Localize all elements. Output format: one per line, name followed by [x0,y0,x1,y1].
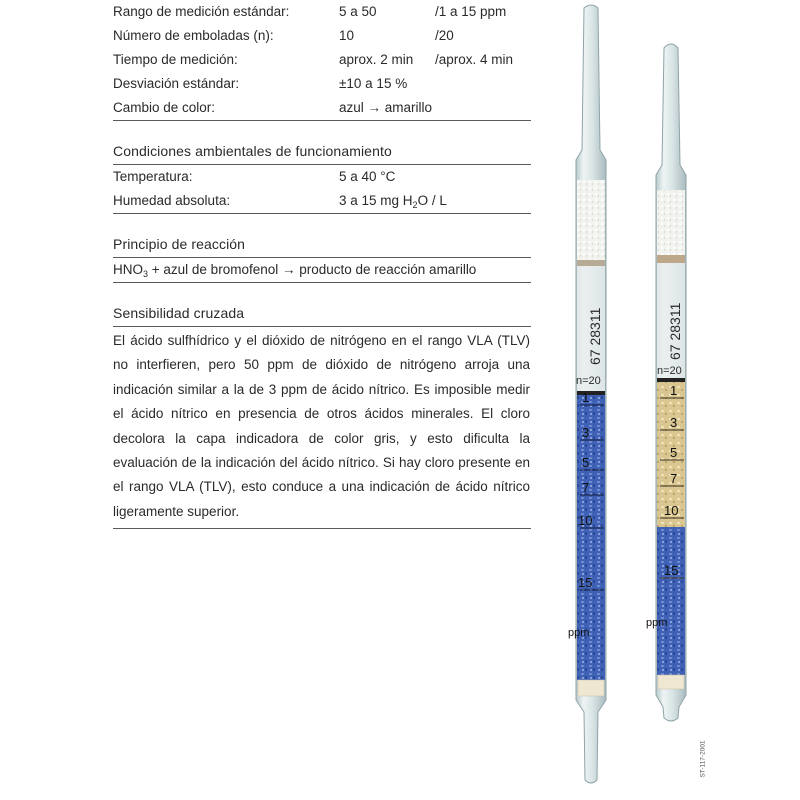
conditions-heading: Condiciones ambientales de funcionamiento [113,143,392,159]
divider [113,282,531,283]
spec-row [113,0,531,24]
document-body [113,0,531,529]
divider [113,528,531,529]
tube-right-n-label: n=20 [657,365,682,377]
tube-left-scale-label: 5 [582,455,590,470]
spec-label: Desviación estándar: [113,76,240,91]
tube-left [568,5,606,783]
spec-row [113,48,531,72]
tube-right-scale-label: 1 [670,383,678,398]
tube-left-n-label: n=20 [576,375,601,387]
tube-left-scale-label: 10 [578,513,593,528]
tube-right-scale-label: 10 [664,503,679,518]
spec-value-alt: /20 [435,28,454,43]
tube-left-unit: ppm [568,627,590,639]
spec-row [113,72,531,96]
spec-value: aprox. 2 min [339,52,414,67]
image-code: ST-117-2001 [699,740,707,778]
divider [113,120,531,121]
spec-value: ±10 a 15 % [339,76,408,91]
spec-value: 10 [339,28,355,43]
temperature-value: 5 a 40 °C [339,169,396,184]
spec-label: Rango de medición estándar: [113,4,290,19]
tube-right-scale-label: 15 [664,563,679,578]
humidity-value: 3 a 15 mg $H_2O$ / L [339,193,447,210]
tube-left-scale-label: 15 [578,575,593,590]
spec-label: Tiempo de medición: [113,52,238,67]
temperature-label: Temperatura: [113,169,193,184]
tube-left-scale-label: 3 [582,425,590,440]
spec-label: Número de emboladas (n): [113,28,274,43]
spec-value-alt: /1 a 15 ppm [435,4,507,19]
spec-value: 5 a 50 [339,4,377,19]
detector-tubes-image [540,0,730,800]
spec-value-alt: /aprox. 4 min [435,52,514,67]
tube-right-part-number: 67 28311 [667,302,683,360]
spec-row [113,24,531,48]
reaction-formula: $HNO_3$ + azul de bromofenol → producto de reacción amarillo [113,262,477,279]
divider [113,326,531,327]
tube-left-scale-label: 7 [582,480,590,495]
humidity-row [113,189,531,213]
spec-table [113,0,531,120]
spec-label: Cambio de color: [113,100,216,115]
cross-sensitivity-text: El ácido sulfhídrico y el dióxido de nitrógeno en el rango VLA (TLV) no interfieren, pero 50 ppm de dióxido de nitrógeno arroja una indicación similar a la de 3 ppm de ácido nítrico. Es imposible medir el ácido nítrico en presencia de otros ácidos minerales. El cloro decolora la capa indicadora de color gris, y esto dificulta la evaluación de la indicación del ácido nítrico. Si hay cloro presente en el rango VLA (TLV), esto conduce a una indicación de ácido nítrico ligeramente superior. [113,333,530,519]
reaction-heading: Principio de reacción [113,236,246,252]
tube-right-scale-label: 3 [670,415,678,430]
spec-row [113,96,531,120]
tube-right [646,44,686,721]
tube-left-scale-label: 1 [582,390,590,405]
cross-sensitivity-heading: Sensibilidad cruzada [113,305,245,321]
humidity-label: Humedad absoluta: [113,193,231,208]
tube-right-scale-label: 7 [670,471,678,486]
tube-right-unit: ppm [646,617,668,629]
spec-value: azul → amarillo [339,100,433,115]
divider [113,213,531,214]
temperature-row [113,165,531,189]
tube-left-part-number: 67 28311 [587,307,603,365]
tube-right-scale-label: 5 [670,445,678,460]
